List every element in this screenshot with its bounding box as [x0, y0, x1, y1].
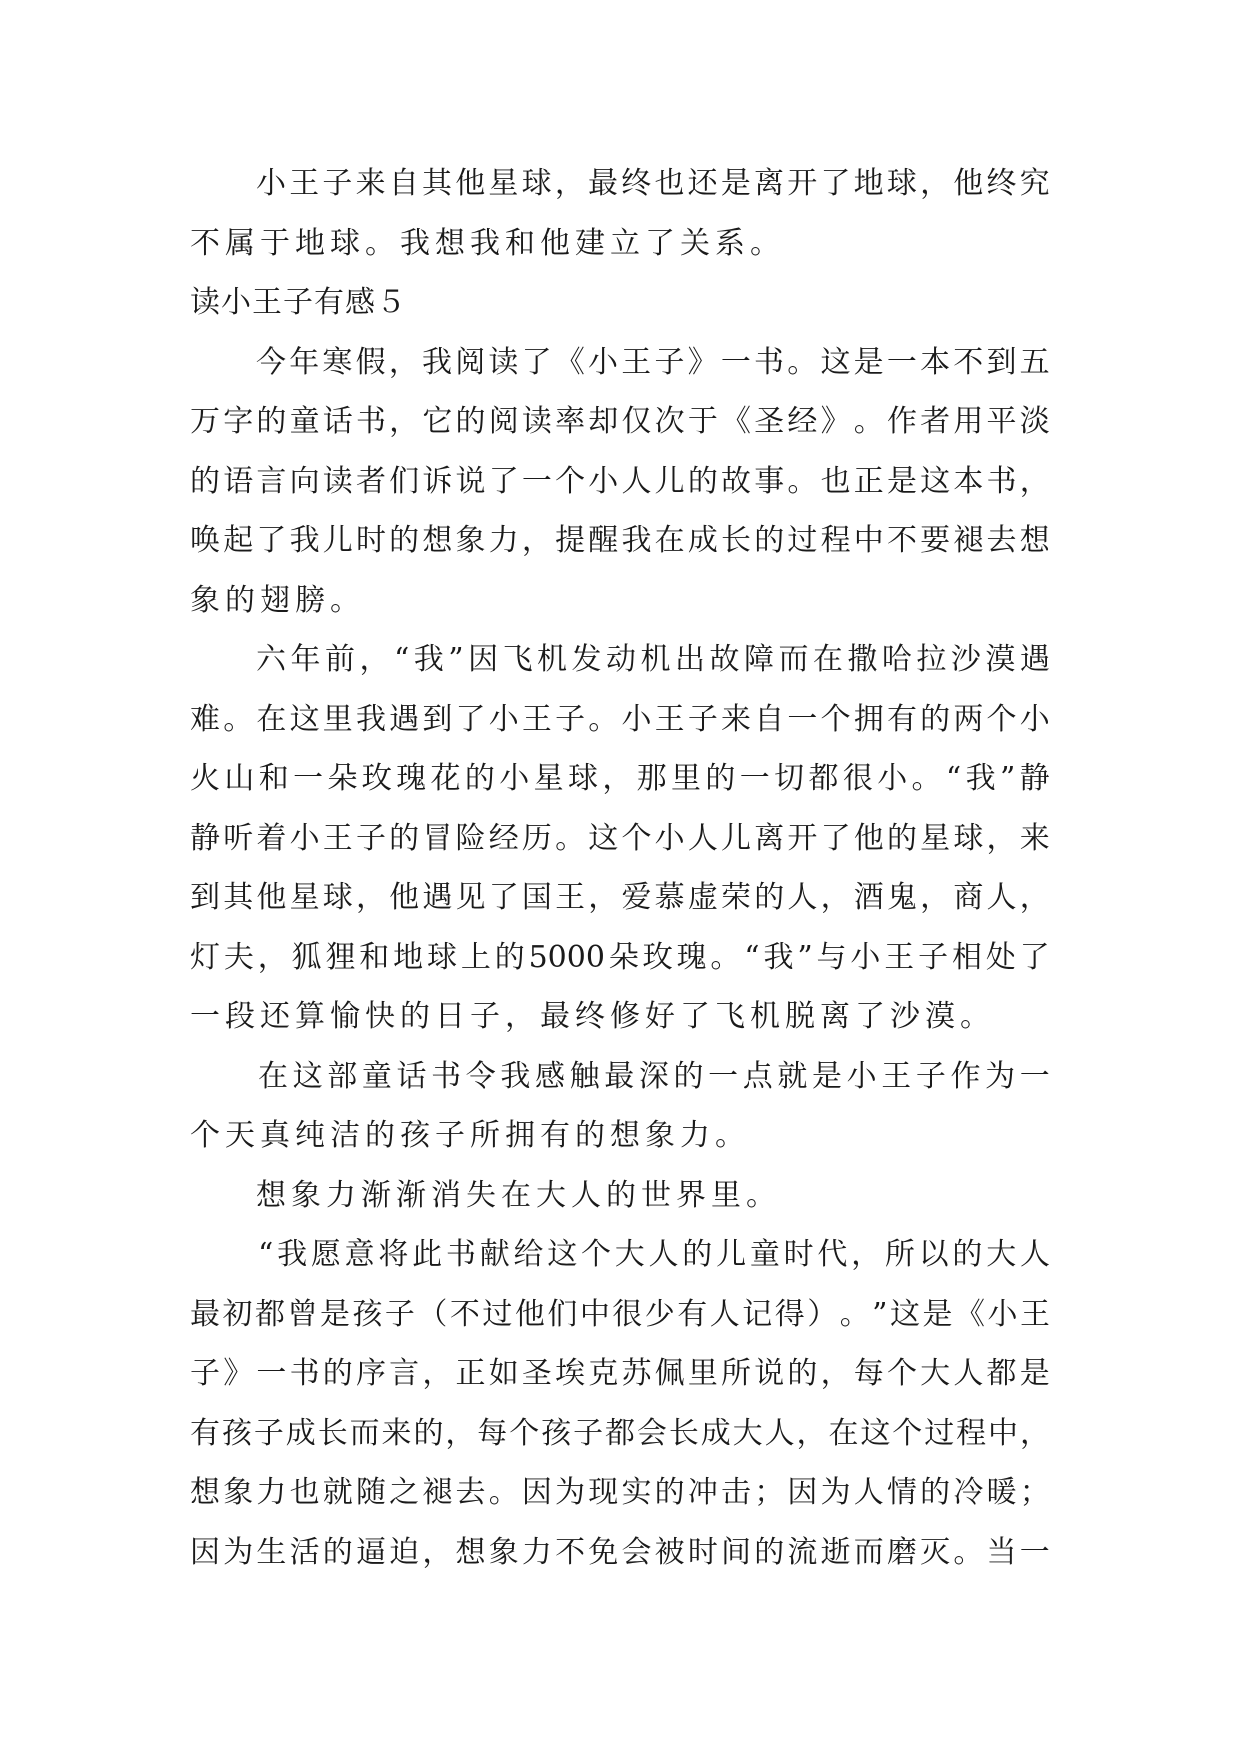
text-line: 火 山 和 一 朵 玫 瑰 花 的 小 星 球 ， 那 里 的 一 切 都 很 小 。 “ 我 ” 静 — [190, 761, 1050, 796]
text-line: 今 年 寒 假 ， 我 阅 读 了 《 小 王 子 》 一 书 。 这 是 一 本 不 到 五 — [256, 344, 1050, 380]
text-line: 的 语 言 向 读 者 们 诉 说 了 一 个 小 人 儿 的 故 事 。 也 正 是 这 本 书 ， — [190, 463, 1050, 499]
text-line: 想象力渐渐消失在大人的世界里。 — [256, 1177, 781, 1213]
text-line: “ 我 愿 意 将 此 书 献 给 这 个 大 人 的 儿 童 时 代 ， 所 以 的 大 人 — [258, 1237, 1050, 1272]
text-line: 想 象 力 也 就 随 之 褪 去 。 因 为 现 实 的 冲 击 ； 因 为 人 情 的 冷 暖 ； — [190, 1475, 1050, 1510]
document-body — [190, 154, 1050, 1582]
text-line: 在 这 部 童 话 书 令 我 感 触 最 深 的 一 点 就 是 小 王 子 作 为 一 — [258, 1058, 1050, 1094]
text-line: 到 其 他 星 球 ， 他 遇 见 了 国 王 ， 爱 慕 虚 荣 的 人 ， 酒 鬼 ， 商 人 ， — [190, 880, 1050, 915]
text-line: 子 》 一 书 的 序 言 ， 正 如 圣 埃 克 苏 佩 里 所 说 的 ， 每 个 大 人 都 是 — [190, 1356, 1050, 1391]
text-line: 灯 夫 ， 狐 狸 和 地 球 上 的 5000 朵 玫 瑰 。 “ 我 ” 与 小 王 子 相 处 了 — [190, 939, 1050, 975]
text-line: 小 王 子 来 自 其 他 星 球 ， 最 终 也 还 是 离 开 了 地 球 ， 他 终 究 — [256, 166, 1050, 201]
text-line: 六 年 前 ， “ 我 ” 因 飞 机 发 动 机 出 故 障 而 在 撒 哈 拉 沙 漠 遇 — [256, 642, 1050, 677]
text-line: 个天真纯洁的孩子所拥有的想象力。 — [190, 1118, 750, 1153]
text-line: 最 初 都 曾 是 孩 子 （ 不 过 他 们 中 很 少 有 人 记 得 ） 。 ” 这 是 《 小 王 — [190, 1296, 1050, 1332]
text-line: 难 。 在 这 里 我 遇 到 了 小 王 子 。 小 王 子 来 自 一 个 拥 有 的 两 个 小 — [190, 701, 1050, 737]
text-line: 万 字 的 童 话 书 ， 它 的 阅 读 率 却 仅 次 于 《 圣 经 》 。 作 者 用 平 淡 — [190, 404, 1050, 439]
text-line: 唤 起 了 我 儿 时 的 想 象 力 ， 提 醒 我 在 成 长 的 过 程 中 不 要 褪 去 想 — [190, 523, 1050, 558]
text-line: 一段还算愉快的日子，最终修好了飞机脱离了沙漠。 — [190, 999, 995, 1034]
text-line: 有 孩 子 成 长 而 来 的 ， 每 个 孩 子 都 会 长 成 大 人 ， 在 这 个 过 程 中 ， — [190, 1415, 1050, 1451]
text-line: 因 为 生 活 的 逼 迫 ， 想 象 力 不 免 会 被 时 间 的 流 逝 而 磨 灭 。 当 一 — [190, 1534, 1050, 1570]
text-line: 静 听 着 小 王 子 的 冒 险 经 历 。 这 个 小 人 儿 离 开 了 他 的 星 球 ， 来 — [190, 820, 1050, 856]
text-line: 象的翅膀。 — [190, 582, 365, 618]
section-heading: 读小王子有感５ — [190, 285, 407, 320]
text-line: 不属于地球。我想我和他建立了关系。 — [190, 225, 785, 261]
